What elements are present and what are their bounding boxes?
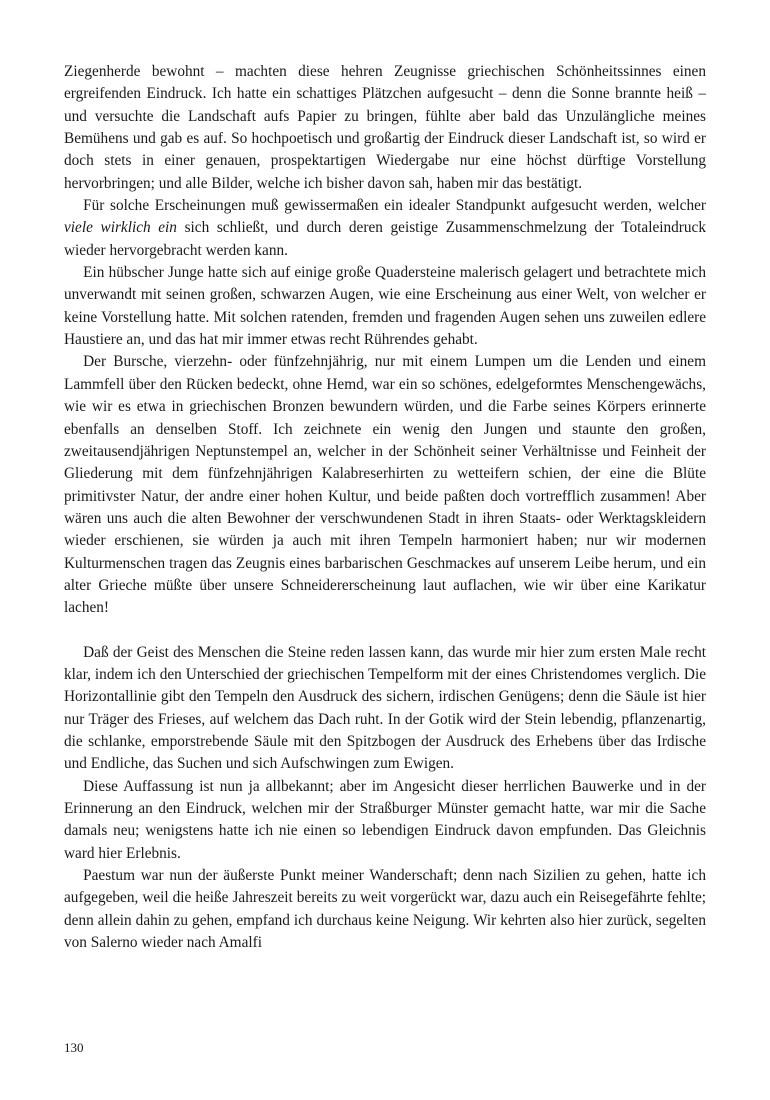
paragraph-text: sich schließt, und durch deren geistige Zusammenschmelzung der Totaleindruck wieder hervorgebracht werden kann. (64, 219, 706, 259)
paragraph-text: Für solche Erscheinungen muß gewissermaßen ein idealer Standpunkt aufgesucht werden, welcher (83, 197, 706, 215)
page-body (64, 61, 706, 954)
italic-phrase: viele wirklich ein (64, 219, 177, 237)
paragraph: Daß der Geist des Menschen die Steine reden lassen kann, das wurde mir hier zum ersten Male recht klar, indem ich den Unterschied der griechischen Tempelform mit der eines Christendomes verglich. Die Horizontallinie gibt den Tempeln den Ausdruck des sichern, irdischen Genügens; denn die Säule ist hier nur Träger des Frieses, auf welchem das Dach ruht. In der Gotik wird der Stein lebendig, pflanzenartig, die schlanke, emporstrebende Säule mit den Spitzbogen der Ausdruck des Erhebens über das Irdische und Endliche, das Suchen und sich Aufschwingen zum Ewigen. (64, 643, 706, 773)
paragraph: Ziegenherde bewohnt – machten diese hehren Zeugnisse griechischen Schönheitssinnes einen ergreifenden Eindruck. Ich hatte ein schattiges Plätzchen aufgesucht – denn die Sonne brannte heiß – und versuchte die Landschaft aufs Papier zu bringen, fühlte aber bald das Unzulängliche meines Bemühens und gab es auf. So hochpoetisch und großartig der Eindruck dieser Landschaft ist, so wird er doch stets in einer genauen, prospektartigen Wiedergabe nur eine höchst dürftige Vorstellung hervorbringen; und alle Bilder, welche ich bisher davon sah, haben mir das bestätigt. (64, 63, 706, 192)
paragraph: Diese Auffassung ist nun ja allbekannt; aber im Angesicht dieser herrlichen Bauwerke und in der Erinnerung an den Eindruck, welchen mir der Straßburger Münster gemacht hatte, war mir die Sache damals neu; wenigstens hatte ich nie einen so lebendigen Eindruck davon empfunden. Das Gleichnis ward hier Erlebnis. (64, 777, 706, 862)
paragraph: Der Bursche, vierzehn- oder fünfzehnjährig, nur mit einem Lumpen um die Lenden und einem Lammfell über den Rücken bedeckt, ohne Hemd, war ein so schönes, edelgeformtes Menschengewächs, wie wir es etwa in griechischen Bronzen bewundern würden, und die Farbe seines Körpers erinnerte ebenfalls an denselben Stoff. Ich zeichnete ein wenig den Jungen und staunte den großen, zweitausendjährigen Neptunstempel an, welcher in der Schönheit seiner Verhältnisse und Feinheit der Gliederung mit dem fünfzehnjährigen Kalabreserhirten zu wetteifern schien, der eine die Blüte primitivster Natur, der andre einer hohen Kultur, und beide paßten doch vortrefflich zusammen! Aber wären uns auch die alten Bewohner der verschwundenen Stadt in ihren Staats- oder Werktagskleidern wieder erschienen, sie würden ja auch mit ihren Tempeln harmoniert haben; nur wir modernen Kulturmenschen tragen das Zeugnis eines barbarischen Geschmackes auf unserem Leibe herum, und ein alter Grieche müßte über unsere Schneidererscheinung laut auflachen, wie wir über eine Karikatur lachen! (64, 353, 706, 617)
paragraph: Paestum war nun der äußerste Punkt meiner Wanderschaft; denn nach Sizilien zu gehen, hatte ich aufgegeben, weil die heiße Jahreszeit bereits zu weit vorgerückt war, dazu auch ein Reisegefährte fehlte; denn allein dahin zu gehen, empfand ich durchaus keine Neigung. Wir kehrten also hier zurück, segelten von Salerno wieder nach Amalfi (64, 867, 706, 952)
section-break (64, 620, 706, 642)
page-number: 130 (64, 1040, 84, 1055)
paragraph: Ein hübscher Junge hatte sich auf einige große Quadersteine malerisch gelagert und betrachtete mich unverwandt mit seinen großen, schwarzen Augen, wie eine Erscheinung aus einer Welt, von welcher er keine Vorstellung hatte. Mit solchen ratenden, fremden und fragenden Augen sehen uns zuweilen edlere Haustiere an, und das hat mir immer etwas recht Rührendes gehabt. (64, 264, 706, 349)
paragraph (64, 195, 706, 262)
